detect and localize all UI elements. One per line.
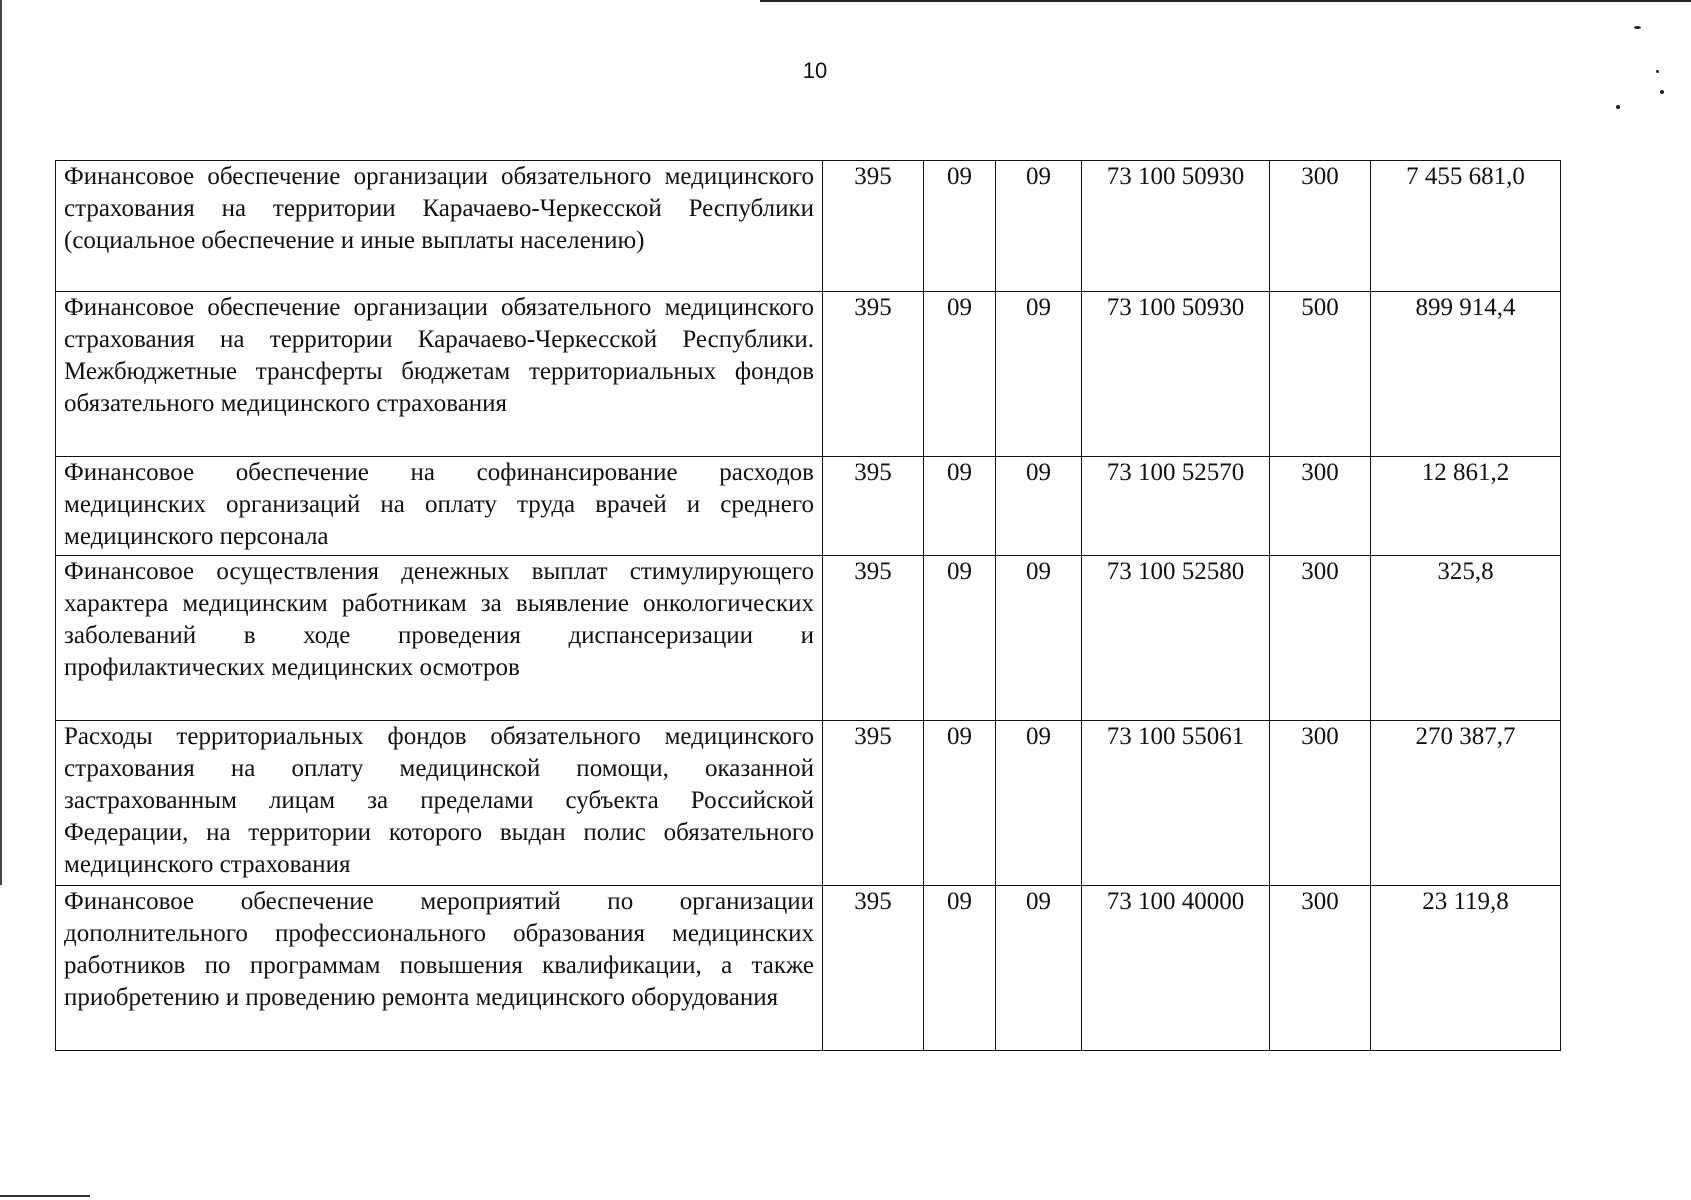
row-expense-type: 300	[1270, 886, 1371, 1051]
budget-table	[55, 160, 1561, 1051]
row-expense-type: 500	[1270, 292, 1371, 457]
row-section-code: 09	[924, 292, 996, 457]
scan-edge-bottom	[0, 1195, 90, 1197]
row-description: Расходы территориальных фондов обязательного медицинского страхования на оплату медицинской помощи, оказанной застрахованным лицам за пределами субъекта Российской Федерации, на территории которого выдан полис обязательного медицинского страхования	[56, 721, 823, 886]
scan-speck	[1660, 90, 1664, 94]
row-ministry-code: 395	[823, 161, 924, 292]
row-description: Финансовое обеспечение мероприятий по организации дополнительного профессионального образования медицинских работников по программам повышения квалификации, а также приобретению и проведению ремонта медицинского оборудования	[56, 886, 823, 1051]
row-section-code: 09	[924, 556, 996, 721]
row-amount: 23 119,8	[1371, 886, 1561, 1051]
row-section-code: 09	[924, 721, 996, 886]
row-target-article: 73 100 40000	[1082, 886, 1270, 1051]
row-amount: 12 861,2	[1371, 457, 1561, 556]
row-target-article: 73 100 52580	[1082, 556, 1270, 721]
row-target-article: 73 100 52570	[1082, 457, 1270, 556]
row-target-article: 73 100 50930	[1082, 292, 1270, 457]
scan-speck	[1616, 105, 1620, 109]
scan-speck	[1656, 70, 1659, 73]
row-description: Финансовое осуществления денежных выплат стимулирующего характера медицинским работникам за выявление онкологических заболеваний в ходе проведения диспансеризации и профилактических медицинских осмотров	[56, 556, 823, 721]
table-row	[56, 457, 1561, 556]
table-row	[56, 161, 1561, 292]
table-row	[56, 556, 1561, 721]
row-subsection-code: 09	[996, 292, 1082, 457]
row-expense-type: 300	[1270, 457, 1371, 556]
row-section-code: 09	[924, 886, 996, 1051]
row-subsection-code: 09	[996, 161, 1082, 292]
row-target-article: 73 100 55061	[1082, 721, 1270, 886]
row-ministry-code: 395	[823, 556, 924, 721]
row-description: Финансовое обеспечение организации обязательного медицинского страхования на территории Карачаево-Черкесской Республики (социальное обеспечение и иные выплаты населению)	[56, 161, 823, 292]
scan-edge-top	[760, 0, 1691, 2]
scan-speck	[1634, 26, 1641, 29]
row-subsection-code: 09	[996, 556, 1082, 721]
row-ministry-code: 395	[823, 457, 924, 556]
row-subsection-code: 09	[996, 721, 1082, 886]
row-subsection-code: 09	[996, 886, 1082, 1051]
row-expense-type: 300	[1270, 721, 1371, 886]
row-amount: 270 387,7	[1371, 721, 1561, 886]
table-row	[56, 886, 1561, 1051]
row-amount: 325,8	[1371, 556, 1561, 721]
row-ministry-code: 395	[823, 886, 924, 1051]
row-section-code: 09	[924, 457, 996, 556]
row-amount: 7 455 681,0	[1371, 161, 1561, 292]
row-subsection-code: 09	[996, 457, 1082, 556]
row-target-article: 73 100 50930	[1082, 161, 1270, 292]
row-ministry-code: 395	[823, 292, 924, 457]
scan-edge-left	[0, 0, 2, 885]
table-row	[56, 721, 1561, 886]
row-ministry-code: 395	[823, 721, 924, 886]
row-expense-type: 300	[1270, 161, 1371, 292]
row-expense-type: 300	[1270, 556, 1371, 721]
row-amount: 899 914,4	[1371, 292, 1561, 457]
table-row	[56, 292, 1561, 457]
page-number: 10	[802, 58, 828, 83]
row-description: Финансовое обеспечение организации обязательного медицинского страхования на территории Карачаево-Черкесской Республики. Межбюджетные трансферты бюджетам территориальных фондов обязательного медицинского страхования	[56, 292, 823, 457]
row-section-code: 09	[924, 161, 996, 292]
row-description: Финансовое обеспечение на софинансирование расходов медицинских организаций на оплату труда врачей и среднего медицинского персонала	[56, 457, 823, 556]
